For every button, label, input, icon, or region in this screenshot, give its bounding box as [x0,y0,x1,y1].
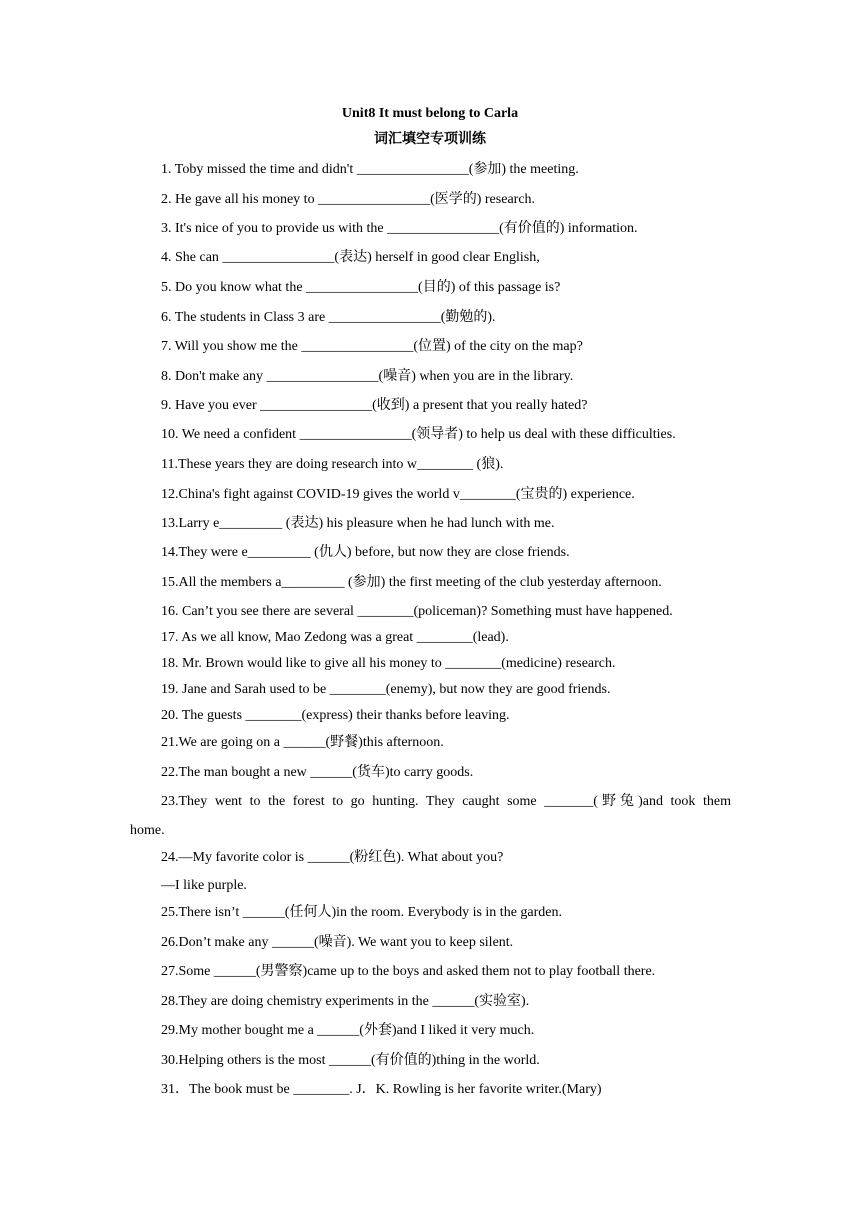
question-25: 25.There isn’t ______(任何人)in the room. Everybody is in the garden. [161,905,562,920]
question-28: 28.They are doing chemistry experiments in the ______(实验室). [161,994,530,1009]
question-8: 8. Don't make any ________________(噪音) when you are in the library. [161,369,574,384]
question-17: 17. As we all know, Mao Zedong was a great ________(lead). [161,630,509,645]
question-22: 22.The man bought a new ______(货车)to carry goods. [161,765,474,780]
question-6: 6. The students in Class 3 are ________________(勤勉的). [161,310,496,325]
question-2: 2. He gave all his money to ________________(医学的) research. [161,192,536,207]
question-15: 15.All the members a_________ (参加) the first meeting of the club yesterday afternoon. [161,575,662,590]
question-3: 3. It's nice of you to provide us with the ________________(有价值的) information. [161,221,638,236]
question-7: 7. Will you show me the ________________(位置) of the city on the map? [161,339,583,354]
question-30: 30.Helping others is the most ______(有价值的)thing in the world. [161,1053,540,1068]
question-21: 21.We are going on a ______(野餐)this afternoon. [161,735,444,750]
question-16: 16. Can’t you see there are several ________(policeman)? Something must have happened. [161,604,673,619]
document-subtitle: 词汇填空专项训练 [374,132,486,147]
question-9: 9. Have you ever ________________(收到) a present that you really hated? [161,398,588,413]
question-27: 27.Some ______(男警察)came up to the boys and asked them not to play football there. [161,964,656,979]
question-31: 31．The book must be ________. J．K. Rowling is her favorite writer.(Mary) [161,1082,602,1097]
question-1: 1. Toby missed the time and didn't ________________(参加) the meeting. [161,162,579,177]
question-11: 11.These years they are doing research into w________ (狼). [161,457,504,472]
question-5: 5. Do you know what the ________________(目的) of this passage is? [161,280,561,295]
question-24: 24.—My favorite color is ______(粉红色). What about you? [161,850,504,865]
document-title: Unit8 It must belong to Carla [341,106,519,121]
question-10: 10. We need a confident ________________(领导者) to help us deal with these difficulties. [161,427,676,442]
question-4: 4. She can ________________(表达) herself in good clear English, [161,250,540,265]
question-14: 14.They were e_________ (仇人) before, but now they are close friends. [161,545,570,560]
question-18: 18. Mr. Brown would like to give all his money to ________(medicine) research. [161,656,616,671]
question-24-reply: —I like purple. [161,878,247,893]
question-23-line-2: home. [130,823,165,838]
question-29: 29.My mother bought me a ______(外套)and I liked it very much. [161,1023,535,1038]
question-12: 12.China's fight against COVID-19 gives the world v________(宝贵的) experience. [161,487,635,502]
question-23 [130,792,731,841]
question-20: 20. The guests ________(express) their thanks before leaving. [161,708,510,723]
question-23-line-1: 23.They went to the forest to go hunting. They caught some _______(野兔)and took them [161,794,731,809]
question-26: 26.Don’t make any ______(噪音). We want you to keep silent. [161,935,514,950]
question-13: 13.Larry e_________ (表达) his pleasure when he had lunch with me. [161,516,555,531]
question-19: 19. Jane and Sarah used to be ________(enemy), but now they are good friends. [161,682,611,697]
